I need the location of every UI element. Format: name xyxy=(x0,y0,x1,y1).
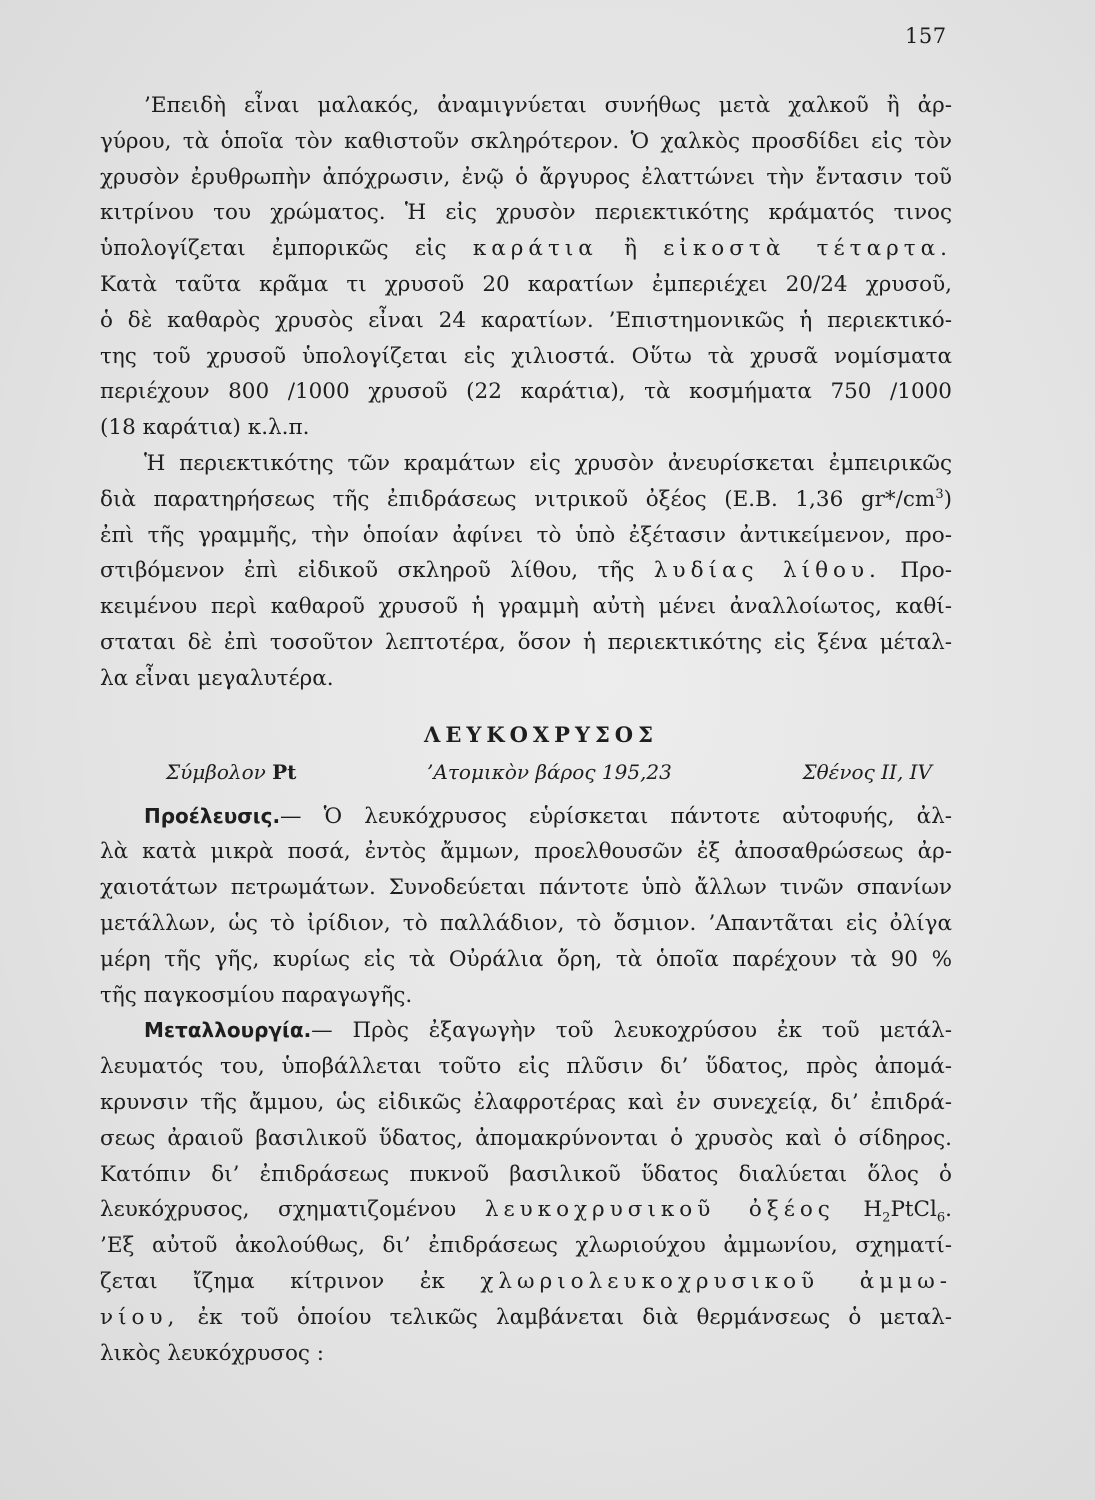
paragraph-keyword: Προέλευσις. xyxy=(144,803,281,828)
text-line: Κατόπιν δι’ ἐπιδράσεως πυκνοῦ βασιλικοῦ ὕδατος διαλύεται ὅλος ὁ xyxy=(100,1161,952,1187)
text-line: ’Επειδὴ εἶναι μαλακός, ἀναμιγνύεται συνήθως μετὰ χαλκοῦ ἢ ἀρ- xyxy=(144,93,952,118)
text-run: . xyxy=(945,1197,953,1223)
text-run: ἢ xyxy=(597,236,664,262)
text-line: κειμένου περὶ καθαροῦ χρυσοῦ ἡ γραμμὴ αὐτὴ μένει ἀναλλοίωτος, καθί- xyxy=(100,594,952,620)
atomic-weight: ’Ατομικὸν βάρος 195,23 xyxy=(427,759,672,784)
spaced-term: καράτια xyxy=(472,236,598,262)
text-line: ὁ δὲ καθαρὸς χρυσὸς εἶναι 24 καρατίων. ’Επιστημονικῶς ἡ περιεκτικό- xyxy=(100,307,952,333)
text-run: λευκόχρυσος, σχηματιζομένου xyxy=(100,1197,485,1223)
spaced-term: εἰκοστὰ τέταρτα. xyxy=(663,236,952,262)
text-run: στιβόμενον ἐπὶ εἰδικοῦ σκληροῦ λίθου, τῆς xyxy=(100,558,654,584)
spaced-term: χλωριολευκοχρυσικοῦ ἀμμω- xyxy=(480,1268,952,1294)
text-line xyxy=(100,799,952,835)
symbol-value: Pt xyxy=(272,759,297,784)
text-line xyxy=(100,1013,952,1049)
paragraph-gold-alloys xyxy=(100,88,952,446)
text-line: Κατὰ ταῦτα κρᾶμα τι χρυσοῦ 20 καρατίων ἐμπεριέχει 20/24 χρυσοῦ, xyxy=(100,271,952,297)
text-line: λα εἶναι μεγαλυτέρα. xyxy=(100,665,334,691)
text-line: (18 καράτια) κ.λ.π. xyxy=(100,415,310,441)
text-line: τῆς παγκοσμίου παραγωγῆς. xyxy=(100,982,413,1008)
text-line: γύρου, τὰ ὁποῖα τὸν καθιστοῦν σκληρότερον. Ὁ χαλκὸς προσδίδει εἰς τὸν xyxy=(100,128,952,154)
text-run: ἐκ τοῦ ὁποίου τελικῶς λαμβάνεται διὰ θερμάνσεως ὁ μεταλ- xyxy=(179,1304,952,1330)
text-line: μέρη τῆς γῆς, κυρίως εἰς τὰ Οὐράλια ὄρη, τὰ ὁποῖα παρέχουν τὰ 90 % xyxy=(100,946,952,972)
spaced-term: λευκοχρυσικοῦ ὀξέος xyxy=(484,1197,835,1223)
page-number: 157 xyxy=(905,24,947,48)
text-line xyxy=(100,1192,952,1228)
formula-part: PtCl xyxy=(890,1197,937,1223)
text-line: χαιοτάτων πετρωμάτων. Συνοδεύεται πάντοτε ὑπὸ ἄλλων τινῶν σπανίων xyxy=(100,875,952,901)
spaced-term: νίου, xyxy=(100,1304,180,1330)
subscript: 2 xyxy=(882,1210,891,1226)
element-info-row xyxy=(100,755,952,789)
formula-part: H xyxy=(834,1197,883,1223)
text-line: μετάλλων, ὡς τὸ ἰρίδιον, τὸ παλλάδιον, τὸ ὄσμιον. ’Απαντᾶται εἰς ὀλίγα xyxy=(100,910,952,936)
text-line xyxy=(100,482,952,518)
superscript: 3 xyxy=(935,486,944,502)
text-run: Προ- xyxy=(880,558,952,584)
subscript: 6 xyxy=(936,1210,946,1226)
text-run: ὑπολογίζεται ἐμπορικῶς εἰς xyxy=(100,236,473,262)
body-text xyxy=(100,88,952,1371)
text-run: ) xyxy=(943,486,952,512)
paragraph-keyword: Μεταλλουργία. xyxy=(144,1018,312,1043)
text-line: της τοῦ χρυσοῦ ὑπολογίζεται εἰς χιλιοστά. Οὕτω τὰ χρυσᾶ νομίσματα xyxy=(100,343,952,369)
text-run: — Ὁ λευκόχρυσος εὑρίσκεται πάντοτε αὐτοφυής, ἀλ- xyxy=(280,803,952,829)
paragraph-metallurgy xyxy=(100,1013,952,1371)
text-line: Ἡ περιεκτικότης τῶν κραμάτων εἰς χρυσὸν ἀνευρίσκεται ἐμπειρικῶς xyxy=(144,450,952,476)
paragraph-origin xyxy=(100,799,952,1014)
text-line: σεως ἀραιοῦ βασιλικοῦ ὕδατος, ἀπομακρύνονται ὁ χρυσὸς καὶ ὁ σίδηρος. xyxy=(100,1125,952,1151)
text-line: λικὸς λευκόχρυσος : xyxy=(100,1340,325,1366)
text-run: διὰ παρατηρήσεως τῆς ἐπιδράσεως νιτρικοῦ ὀξέος (Ε.Β. 1,36 gr*/cm xyxy=(100,486,936,512)
text-run: ζεται ἴζημα κίτρινον ἐκ xyxy=(100,1268,481,1294)
text-line: χρυσὸν ἐρυθρωπὴν ἀπόχρωσιν, ἐνῷ ὁ ἄργυρος ἐλαττώνει τὴν ἔντασιν τοῦ xyxy=(100,164,952,190)
paragraph-touchstone xyxy=(100,446,952,697)
symbol-info xyxy=(166,755,296,789)
text-line xyxy=(100,231,952,267)
text-line: ’Εξ αὐτοῦ ἀκολούθως, δι’ ἐπιδράσεως χλωριούχου ἀμμωνίου, σχηματί- xyxy=(100,1233,952,1259)
section-heading: ΛΕΥΚΟΧΡΥΣΟΣ xyxy=(424,721,658,747)
valence: Σθένος II, IV xyxy=(802,759,932,784)
symbol-label: Σύμβολον xyxy=(166,759,266,784)
text-run: — Πρὸς ἐξαγωγὴν τοῦ λευκοχρύσου ἐκ τοῦ μετάλ- xyxy=(311,1018,952,1044)
text-line: ἐπὶ τῆς γραμμῆς, τὴν ὁποίαν ἀφίνει τὸ ὑπὸ ἐξέτασιν ἀντικείμενον, προ- xyxy=(100,522,952,548)
text-line: κιτρίνου του χρώματος. Ἡ εἰς χρυσὸν περιεκτικότης κράματός τινος xyxy=(100,200,952,226)
text-line: κρυνσιν τῆς ἄμμου, ὡς εἰδικῶς ἐλαφροτέρας καὶ ἐν συνεχείᾳ, δι’ ἐπιδρά- xyxy=(100,1089,952,1115)
text-line xyxy=(100,553,952,589)
text-line: λευματός του, ὑποβάλλεται τοῦτο εἰς πλῦσιν δι’ ὕδατος, πρὸς ἀπομά- xyxy=(100,1054,952,1080)
text-line xyxy=(100,1264,952,1300)
text-line xyxy=(100,1300,952,1336)
text-line: λὰ κατὰ μικρὰ ποσά, ἐντὸς ἄμμων, προελθουσῶν ἐξ ἀποσαθρώσεως ἀρ- xyxy=(100,839,952,865)
text-line: περιέχουν 800 /1000 χρυσοῦ (22 καράτια), τὰ κοσμήματα 750 /1000 xyxy=(100,379,952,405)
formula xyxy=(834,1197,946,1226)
text-line: σταται δὲ ἐπὶ τοσοῦτον λεπτοτέρα, ὅσον ἡ περιεκτικότης εἰς ξένα μέταλ- xyxy=(100,629,952,655)
spaced-term: λυδίας λίθου. xyxy=(653,558,881,584)
